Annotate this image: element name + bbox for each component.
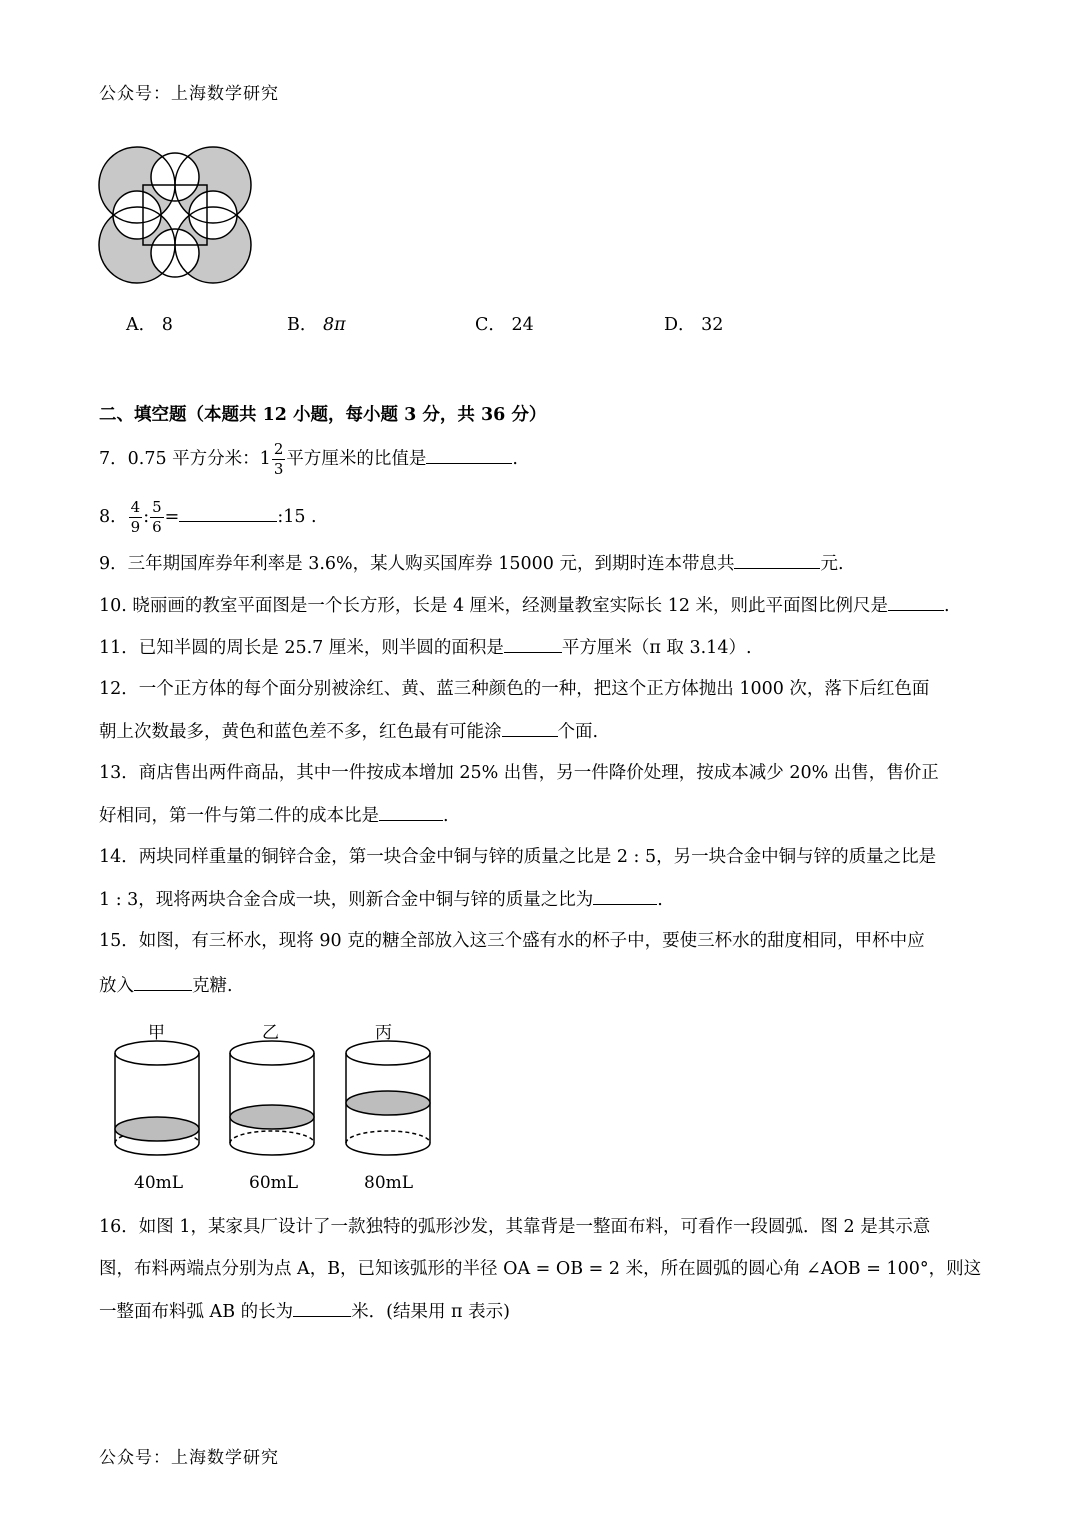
page-footer: 公众号：上海数学研究 xyxy=(99,1448,279,1468)
answer-blank-13[interactable] xyxy=(379,802,443,821)
answer-blank-9[interactable] xyxy=(734,550,820,569)
question-8: 8． $\frac{4}{9}$ : $\frac{5}{6}$ = :15 . xyxy=(99,498,317,536)
page-header: 公众号：上海数学研究 xyxy=(99,84,279,104)
question-7: 7．0.75 平方分米：1 $\frac{2}{3}$ 平方厘米的比值是 . xyxy=(99,440,518,478)
question-16-line2: 图，布料两端点分别为点 A，B，已知该弧形的半径 OA = OB = 2 米，所在圆弧的圆心角 ∠AOB = 100°，则这 xyxy=(99,1259,982,1279)
cup-label-jia: 甲 xyxy=(148,1023,165,1043)
question-14-line2: 1 : 3，现将两块合金合成一块，则新合金中铜与锌的质量之比为 . xyxy=(99,886,663,913)
cup-yi xyxy=(230,1041,314,1155)
cup-label-bing: 丙 xyxy=(375,1023,392,1043)
answer-blank-12[interactable] xyxy=(502,718,558,737)
question-10: 10. 晓丽画的教室平面图是一个长方形，长是 4 厘米，经测量教室实际长 12 米，则此平面图比例尺是 . xyxy=(99,592,950,619)
answer-blank-15[interactable] xyxy=(134,972,192,991)
answer-blank-10[interactable] xyxy=(888,592,944,611)
cup-volume-bing: 80mL xyxy=(364,1173,414,1193)
question-15-line2: 放入 克糖. xyxy=(99,972,233,999)
question-12-line1: 12．一个正方体的每个面分别被涂红、黄、蓝三种颜色的一种，把这个正方体抛出 1000 次，落下后红色面 xyxy=(99,679,930,699)
cup-label-yi: 乙 xyxy=(262,1023,279,1043)
answer-blank-14[interactable] xyxy=(593,886,657,905)
option-a[interactable]: A． 8 xyxy=(126,315,173,335)
question-13-line1: 13．商店售出两件商品，其中一件按成本增加 25% 出售，另一件降价处理，按成本减少 20% 出售，售价正 xyxy=(99,763,939,783)
answer-blank-7[interactable] xyxy=(426,445,512,464)
option-b[interactable]: B． 8π xyxy=(287,315,346,335)
question-13-line2: 好相同，第一件与第二件的成本比是 . xyxy=(99,802,449,829)
four-circles-figure xyxy=(96,140,256,288)
question-16-line3: 一整面布料弧 AB 的长为 米．(结果用 π 表示) xyxy=(99,1298,510,1325)
option-d[interactable]: D． 32 xyxy=(664,315,724,335)
answer-blank-16[interactable] xyxy=(293,1298,351,1317)
three-cups-figure xyxy=(110,1040,440,1172)
question-16-line1: 16．如图 1，某家具厂设计了一款独特的弧形沙发，其靠背是一整面布料，可看作一段圆弧．图 2 是其示意 xyxy=(99,1217,931,1237)
question-9: 9．三年期国库券年利率是 3.6%，某人购买国库券 15000 元，到期时连本带息共 元. xyxy=(99,550,844,577)
cup-volume-jia: 40mL xyxy=(134,1173,184,1193)
question-15-line1: 15．如图，有三杯水，现将 90 克的糖全部放入这三个盛有水的杯子中，要使三杯水的甜度相同，甲杯中应 xyxy=(99,931,925,951)
cup-jia xyxy=(115,1041,199,1155)
cup-bing xyxy=(346,1041,430,1155)
cup-volume-yi: 60mL xyxy=(249,1173,299,1193)
answer-blank-8[interactable] xyxy=(179,503,277,522)
question-12-line2: 朝上次数最多，黄色和蓝色差不多，红色最有可能涂 个面. xyxy=(99,718,598,745)
question-14-line1: 14．两块同样重量的铜锌合金，第一块合金中铜与锌的质量之比是 2 : 5，另一块合金中铜与锌的质量之比是 xyxy=(99,847,937,867)
answer-blank-11[interactable] xyxy=(504,634,562,653)
section-title: 二、填空题（本题共 12 小题，每小题 3 分，共 36 分） xyxy=(99,405,547,425)
option-c[interactable]: C． 24 xyxy=(475,315,534,335)
question-11: 11．已知半圆的周长是 25.7 厘米，则半圆的面积是 平方厘米（π 取 3.14）. xyxy=(99,634,752,661)
